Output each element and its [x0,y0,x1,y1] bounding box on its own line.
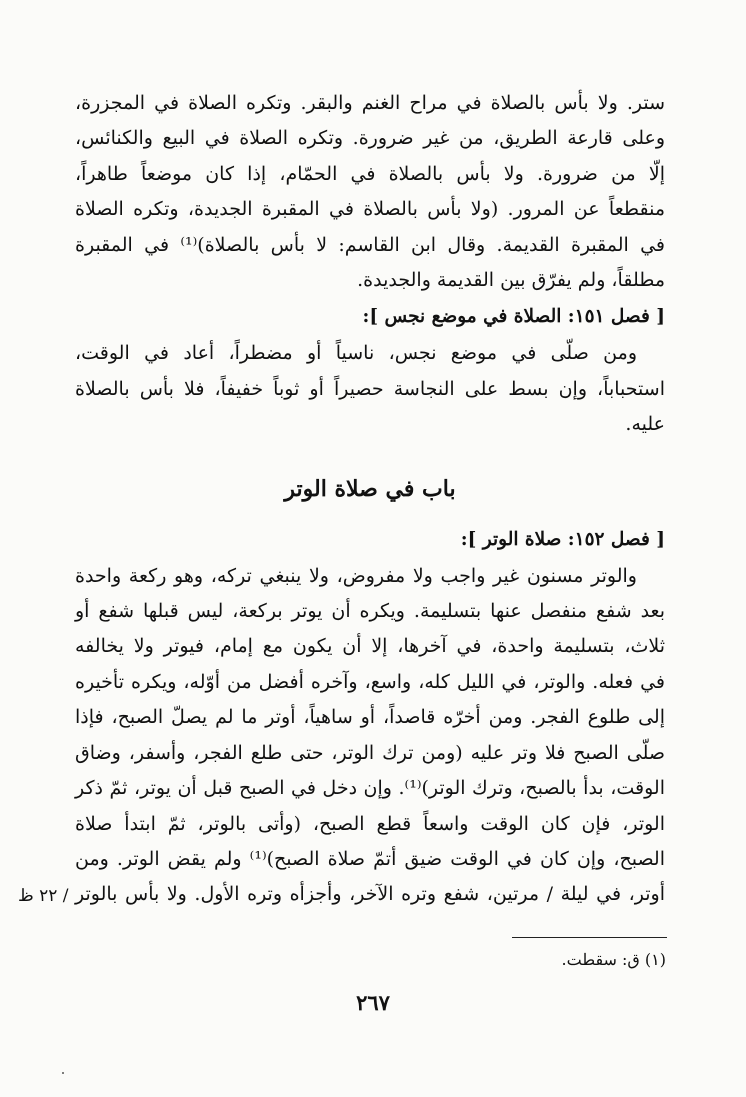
section-heading-152: [ فصل ١٥٢: صلاة الوتر ]: [460,528,665,550]
text-line: إلّا من ضرورة. ولا بأس بالصلاة في الحمّام، إذا كان موضعاً طاهراً، [75,162,665,185]
text-line: والوتر مسنون غير واجب ولا مفروض، ولا ينبغي تركه، وهو ركعة واحدة [75,564,637,587]
text-line: وعلى قارعة الطريق، من غير ضرورة. وتكره الصلاة في البيع والكنائس، [75,127,665,150]
text-line: الصبح، وإن كان في الوقت ضيق أتمّ صلاة الصبح)⁽¹⁾ ولم يقض الوتر. ومن [75,847,666,870]
paragraph-witr-prayer [75,559,665,913]
footnote: (١) ق: سقطت. [561,950,666,969]
manuscript-folio-marker: / ٢٢ ظ [18,886,69,906]
text-line: في فعله. والوتر، في الليل كله، واسع، وآخره أفضل من أوّله، ويكره تأخيره [75,670,665,693]
main-text [75,86,665,913]
text-line: الوتر، فإن كان الوقت واسعاً قطع الصبح، (وأتى بالوتر، ثمّ ابتدأ صلاة [75,812,665,835]
section-heading-151: [ فصل ١٥١: الصلاة في موضع نجس ]: [362,306,665,328]
page-number: ٢٦٧ [356,990,390,1015]
text-line: ستر. ولا بأس بالصلاة في مراح الغنم والبقر. وتكره الصلاة في المجزرة، [75,92,665,114]
text-line: استحباباً، وإن بسط على النجاسة حصيراً أو ثوباً خفيفاً، فلا بأس بالصلاة [75,377,665,400]
text-line: عليه. [625,413,665,436]
paragraph-prayer-places [75,86,665,298]
text-line: بعد شفع منفصل عنها بتسليمة. ويكره أن يوتر بركعة، ليس قبلها شفع أو [75,600,665,623]
text-line: ثلاث، بتسليمة واحدة، في آخرها، إلا أن يكون مع إمام، فيوتر ولا يخالفه [75,635,665,658]
text-line: الوقت، بدأ بالصبح، وترك الوتر)⁽¹⁾. وإن دخل في الصبح قبل أن يوتر، ثمّ ذكر [75,777,665,800]
chapter-title: باب في صلاة الوتر [284,475,456,502]
text-line: صلّى الصبح فلا وتر عليه (ومن ترك الوتر، حتى طلع الفجر، وأسفر، وضاق [75,741,665,764]
text-line: منقطعاً عن المرور. (ولا بأس بالصلاة في المقبرة الجديدة، وتكره الصلاة [75,198,665,221]
text-line: ومن صلّى في موضع نجس، ناسياً أو مضطراً، أعاد في الوقت، [75,342,637,365]
text-line: إلى طلوع الفجر. ومن أخرّه قاصداً، أو ساهياً، أوتر ما لم يصلّ الصبح، فإذا [75,706,665,729]
scan-speck [62,1072,64,1074]
text-line: في المقبرة القديمة. وقال ابن القاسم: لا بأس بالصلاة)⁽¹⁾ في المقبرة [75,233,666,256]
footnote-separator [512,937,667,938]
paragraph-impure-place [75,336,665,442]
text-line: أوتر، في ليلة / مرتين، شفع وتره الآخر، وأجزأه وتره الأول. ولا بأس بالوتر [75,883,665,906]
text-line: مطلقاً، ولم يفرّق بين القديمة والجديدة. [357,269,665,292]
